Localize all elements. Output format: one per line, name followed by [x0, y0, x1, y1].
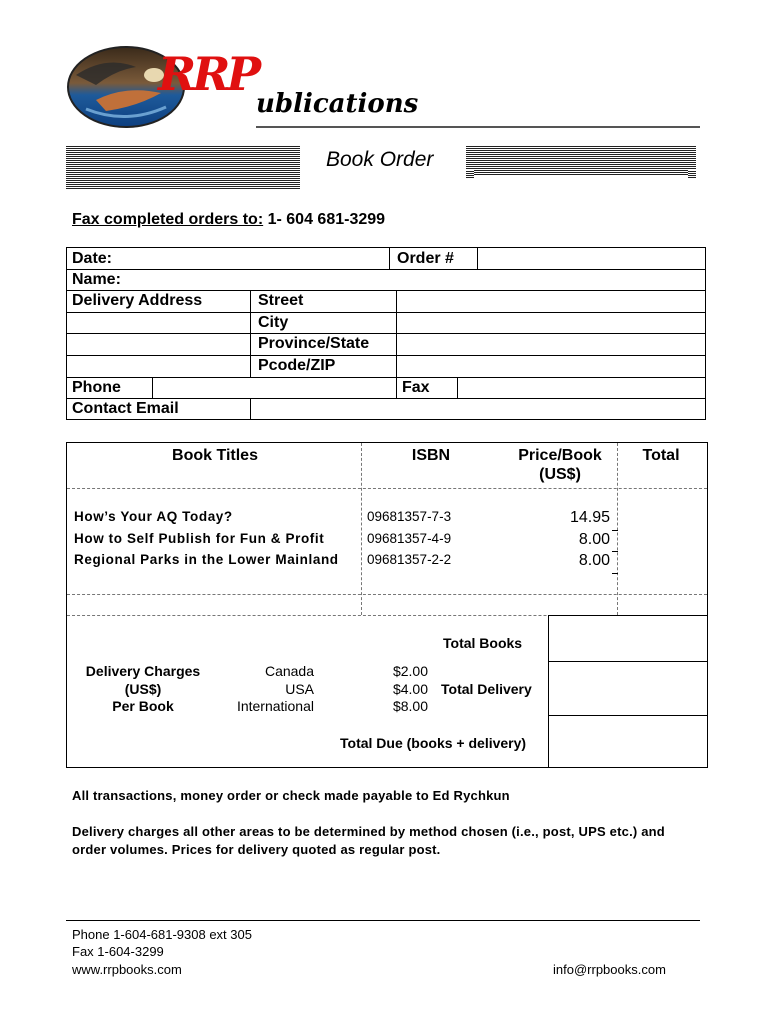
region-international: International: [236, 698, 314, 714]
publisher-logo: [66, 45, 446, 135]
header-book-titles: Book Titles: [172, 447, 258, 464]
pcode-label: Pcode/ZIP: [258, 357, 336, 374]
logo-p: P: [226, 47, 258, 101]
header-row-divider: [67, 488, 707, 489]
name-label: Name:: [72, 271, 121, 288]
rate-international: $8.00: [392, 698, 428, 714]
book-price-2: 8.00: [578, 531, 610, 548]
book-price-3: 8.00: [578, 552, 610, 569]
payable-note: All transactions, money order or check made payable to Ed Rychkun: [72, 788, 510, 803]
price-tick-1: [612, 530, 618, 531]
header-total: Total: [642, 447, 680, 464]
region-canada: Canada: [264, 663, 314, 679]
name-field[interactable]: [66, 269, 706, 291]
contact-email-label: Contact Email: [72, 400, 179, 417]
delivery-address-label: Delivery Address: [72, 292, 203, 309]
delivery-charges-line3: Per Book: [112, 698, 174, 714]
fax-instructions: [72, 211, 385, 229]
fax-field-label: Fax: [402, 379, 430, 396]
total-delivery-field[interactable]: [548, 661, 708, 716]
footer-phone: Phone 1-604-681-9308 ext 305: [72, 927, 252, 942]
total-books-field[interactable]: [548, 615, 708, 662]
blank-row-divider-1: [67, 594, 707, 595]
province-field[interactable]: [396, 333, 706, 356]
date-label: Date:: [72, 250, 113, 267]
city-field[interactable]: [396, 312, 706, 334]
hatch-tab-right: [688, 170, 696, 178]
footer-rule: [66, 920, 700, 921]
delivery-charges-line2: (US$): [124, 681, 162, 697]
book-isbn-3: 09681357-2-2: [367, 552, 452, 567]
hatch-banner-right: [466, 145, 696, 175]
footer-email[interactable]: info@rrpbooks.com: [553, 962, 666, 977]
footer-website[interactable]: www.rrpbooks.com: [72, 962, 182, 977]
book-price-1: 14.95: [569, 509, 610, 526]
header-isbn: ISBN: [411, 447, 451, 464]
delivery-note: Delivery charges all other areas to be determined by method chosen (i.e., post, UPS etc.) and order volumes. Prices for delivery quoted as regular post.: [72, 824, 665, 857]
fax-number: 1- 604 681-3299: [263, 211, 386, 228]
address-spacer-2: [66, 333, 251, 356]
book-isbn-2: 09681357-4-9: [367, 531, 452, 546]
pcode-field[interactable]: [396, 355, 706, 378]
header-price-line2: (US$): [539, 466, 581, 483]
delivery-charges-line1: Delivery Charges: [85, 663, 201, 679]
address-spacer-1: [66, 312, 251, 334]
phone-label: Phone: [72, 379, 121, 396]
header-price-line1: Price/Book: [518, 447, 602, 464]
street-label: Street: [258, 292, 304, 309]
book-title-2: How to Self Publish for Fun & Profit: [74, 531, 325, 546]
region-usa: USA: [285, 681, 314, 697]
province-label: Province/State: [258, 335, 370, 352]
total-due-field[interactable]: [548, 715, 708, 768]
col-divider-isbn: [361, 443, 362, 615]
price-tick-3: [612, 573, 618, 574]
fax-label: Fax completed orders to:: [72, 211, 264, 228]
city-label: City: [258, 314, 289, 331]
document-title: Book Order: [326, 148, 434, 171]
date-row: [66, 247, 390, 270]
street-field[interactable]: [396, 290, 706, 313]
total-due-label: Total Due (books + delivery): [340, 735, 527, 751]
fax-field[interactable]: [457, 377, 706, 399]
order-label: Order #: [397, 250, 454, 267]
hatch-tab-left: [466, 170, 474, 178]
total-books-label: Total Books: [443, 635, 523, 651]
price-tick-2: [612, 551, 618, 552]
hatch-banner-left: [66, 145, 300, 189]
rate-canada: $2.00: [392, 663, 428, 679]
book-title-1: How’s Your AQ Today?: [74, 509, 233, 524]
header-rule: [256, 126, 700, 128]
logo-rr: RR: [158, 47, 227, 101]
footer-fax: Fax 1-604-3299: [72, 944, 164, 959]
address-spacer-3: [66, 355, 251, 378]
book-isbn-1: 09681357-7-3: [367, 509, 452, 524]
total-delivery-label: Total Delivery: [441, 681, 532, 697]
book-title-3: Regional Parks in the Lower Mainland: [74, 552, 339, 567]
contact-email-field[interactable]: [250, 398, 706, 420]
logo-ublications: ublications: [256, 89, 419, 119]
phone-field[interactable]: [152, 377, 397, 399]
order-number-field[interactable]: [477, 247, 706, 270]
rate-usa: $4.00: [392, 681, 428, 697]
